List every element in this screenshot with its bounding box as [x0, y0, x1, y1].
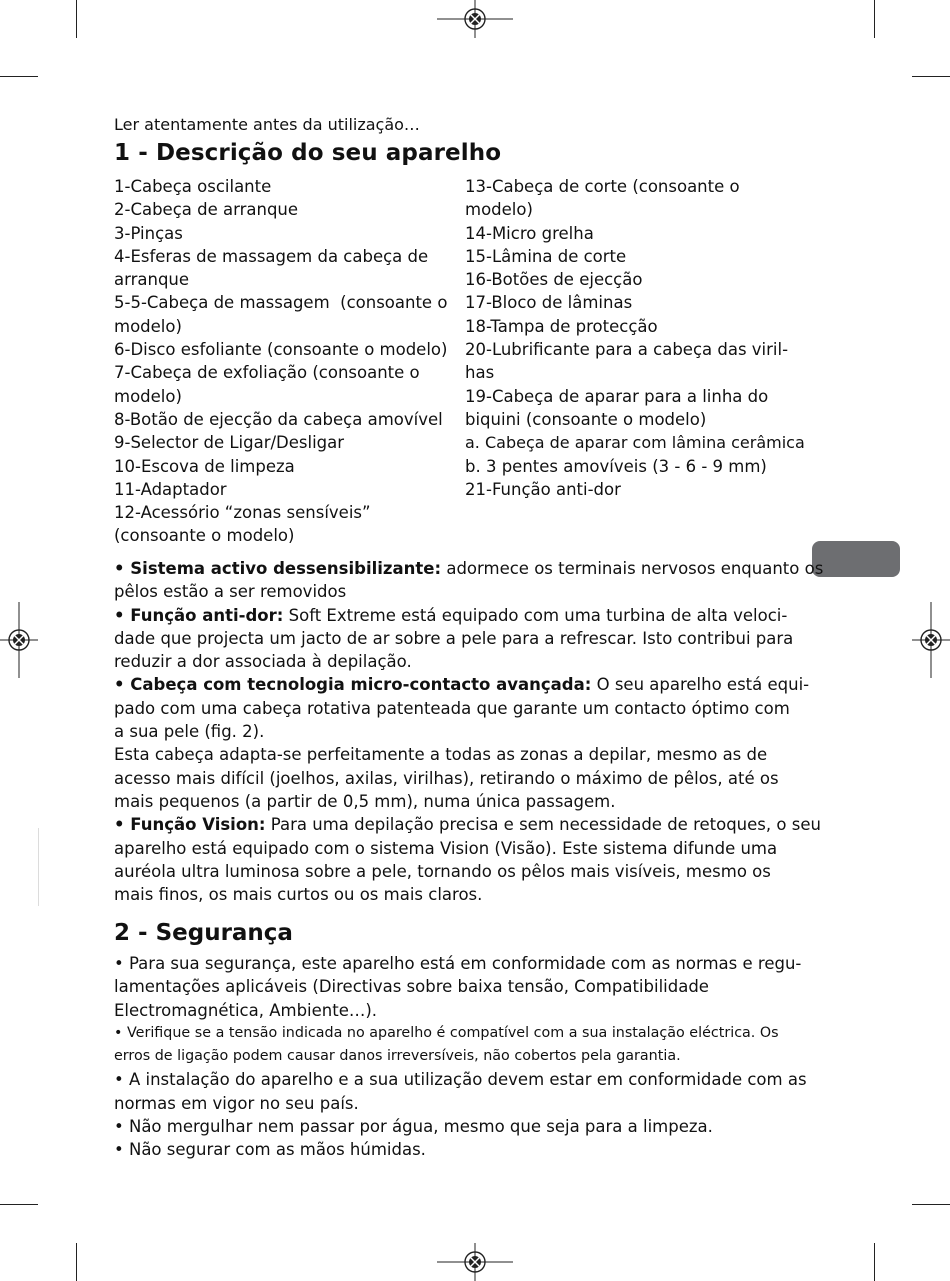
- feature-line: [114, 813, 821, 836]
- feature-line: [114, 673, 814, 696]
- safety-text: • Verifique se a tensão indicada no aparelho é compatível com a sua instalação eléctrica. Os: [114, 1024, 779, 1041]
- safety-text: • A instalação do aparelho e a sua utilização devem estar em conformidade com as: [114, 1070, 807, 1090]
- crop-mark: [0, 1204, 38, 1205]
- feature-heading: • Cabeça com tecnologia micro-contacto avançada:: [114, 675, 592, 695]
- safety-text: • Não mergulhar nem passar por água, mesmo que seja para a limpeza.: [114, 1117, 713, 1137]
- feature-text: Soft Extreme está equipado com uma turbina de alta veloci-: [283, 605, 788, 625]
- registration-mark-icon: [437, 1243, 513, 1281]
- parts-list-item: modelo): [114, 386, 182, 406]
- registration-mark-icon: [0, 602, 38, 678]
- parts-list-item: 7-Cabeça de exfoliação (consoante o: [114, 363, 420, 383]
- parts-list-item: modelo): [465, 200, 533, 220]
- safety-text: Electromagnética, Ambiente…).: [114, 1000, 378, 1020]
- feature-heading: • Função anti-dor:: [114, 605, 284, 625]
- parts-list-item: 2-Cabeça de arranque: [114, 200, 299, 220]
- section-2-title: 2 - Segurança: [114, 920, 293, 946]
- parts-list-item: 6-Disco esfoliante (consoante o modelo): [114, 340, 448, 360]
- parts-list-item: modelo): [114, 316, 182, 336]
- parts-list-item: 19-Cabeça de aparar para a linha do: [465, 386, 769, 406]
- parts-list-item: 12-Acessório “zonas sensíveis”: [114, 503, 371, 523]
- parts-list-item: has: [465, 363, 495, 383]
- feature-heading: • Função Vision:: [114, 815, 266, 835]
- parts-list-right: [465, 175, 810, 501]
- crop-mark: [874, 1243, 875, 1281]
- feature-text: Esta cabeça adapta-se perfeitamente a todas as zonas a depilar, mesmo as de: [114, 745, 768, 765]
- feature-text: acesso mais difícil (joelhos, axilas, virilhas), retirando o máximo de pêlos, até os: [114, 768, 779, 788]
- feature-line: [114, 604, 814, 627]
- parts-list-item: 14-Micro grelha: [465, 223, 594, 243]
- language-tab: [812, 541, 900, 577]
- parts-list-item: (consoante o modelo): [114, 526, 295, 546]
- safety-section: [114, 952, 814, 1162]
- parts-list-item: 15-Lâmina de corte: [465, 246, 627, 266]
- parts-list-item: 10-Escova de limpeza: [114, 456, 295, 476]
- parts-list-item: 9-Selector de Ligar/Desligar: [114, 433, 345, 453]
- crop-mark: [874, 0, 875, 38]
- parts-list-item: b. 3 pentes amovíveis (3 - 6 - 9 mm): [465, 456, 767, 476]
- parts-list-item: 18-Tampa de protecção: [465, 316, 658, 336]
- safety-text: lamentações aplicáveis (Directivas sobre baixa tensão, Compatibilidade: [114, 977, 709, 997]
- parts-list-item: a. Cabeça de aparar com lâmina cerâmica: [465, 433, 805, 453]
- registration-mark-icon: [437, 0, 513, 38]
- crop-mark: [912, 1204, 950, 1205]
- feature-text: adormece os terminais nervosos enquanto os: [441, 559, 824, 578]
- crop-mark: [76, 1243, 77, 1281]
- feature-text: dade que projecta um jacto de ar sobre a pele para a refrescar. Isto contribui para: [114, 628, 794, 648]
- safety-text: • Não segurar com as mãos húmidas.: [114, 1140, 426, 1160]
- margin-artifact: [38, 828, 39, 906]
- feature-line: [114, 557, 824, 580]
- feature-text: mais pequenos (a partir de 0,5 mm), numa única passagem.: [114, 791, 616, 811]
- parts-list-item: 8-Botão de ejecção da cabeça amovível: [114, 409, 443, 429]
- parts-list-item: 21-Função anti-dor: [465, 479, 621, 499]
- registration-mark-icon: [912, 602, 950, 678]
- parts-list-item: 1-Cabeça oscilante: [114, 177, 272, 196]
- features-section: [114, 557, 824, 906]
- crop-mark: [76, 0, 77, 38]
- intro-text: Ler atentamente antes da utilização…: [114, 115, 420, 134]
- crop-mark: [0, 76, 38, 77]
- parts-list-item: biquini (consoante o modelo): [465, 409, 707, 429]
- feature-text: auréola ultra luminosa sobre a pele, tornando os pêlos mais visíveis, mesmo os: [114, 861, 771, 881]
- parts-list-item: 13-Cabeça de corte (consoante o: [465, 177, 740, 196]
- parts-list-item: 11-Adaptador: [114, 479, 227, 499]
- feature-heading: • Sistema activo dessensibilizante:: [114, 559, 442, 578]
- parts-list-item: 16-Botões de ejecção: [465, 270, 643, 290]
- safety-text: normas em vigor no seu país.: [114, 1093, 359, 1113]
- feature-text: aparelho está equipado com o sistema Vision (Visão). Este sistema difunde uma: [114, 838, 778, 858]
- crop-mark: [912, 76, 950, 77]
- parts-list-item: 17-Bloco de lâminas: [465, 293, 633, 313]
- safety-text: erros de ligação podem causar danos irreversíveis, não cobertos pela garantia.: [114, 1048, 681, 1065]
- feature-text: a sua pele (fig. 2).: [114, 722, 265, 742]
- parts-list-left: [114, 175, 464, 548]
- feature-text: Para uma depilação precisa e sem necessidade de retoques, o seu: [265, 815, 821, 835]
- parts-list-item: 3-Pinças: [114, 223, 183, 243]
- feature-text: mais finos, os mais curtos ou os mais claros.: [114, 885, 483, 905]
- parts-list-item: 4-Esferas de massagem da cabeça de: [114, 246, 429, 266]
- parts-list-item: 5-5-Cabeça de massagem (consoante o: [114, 293, 448, 313]
- feature-text: reduzir a dor associada à depilação.: [114, 652, 412, 672]
- safety-text: • Para sua segurança, este aparelho está em conformidade com as normas e regu-: [114, 954, 802, 973]
- parts-list-item: arranque: [114, 270, 190, 290]
- feature-text: pado com uma cabeça rotativa patenteada que garante um contacto óptimo com: [114, 698, 790, 718]
- feature-text: pêlos estão a ser removidos: [114, 582, 347, 602]
- parts-list-item: 20-Lubrificante para a cabeça das viril-: [465, 340, 789, 360]
- section-1-title: 1 - Descrição do seu aparelho: [114, 140, 502, 166]
- feature-text: O seu aparelho está equi-: [591, 675, 810, 695]
